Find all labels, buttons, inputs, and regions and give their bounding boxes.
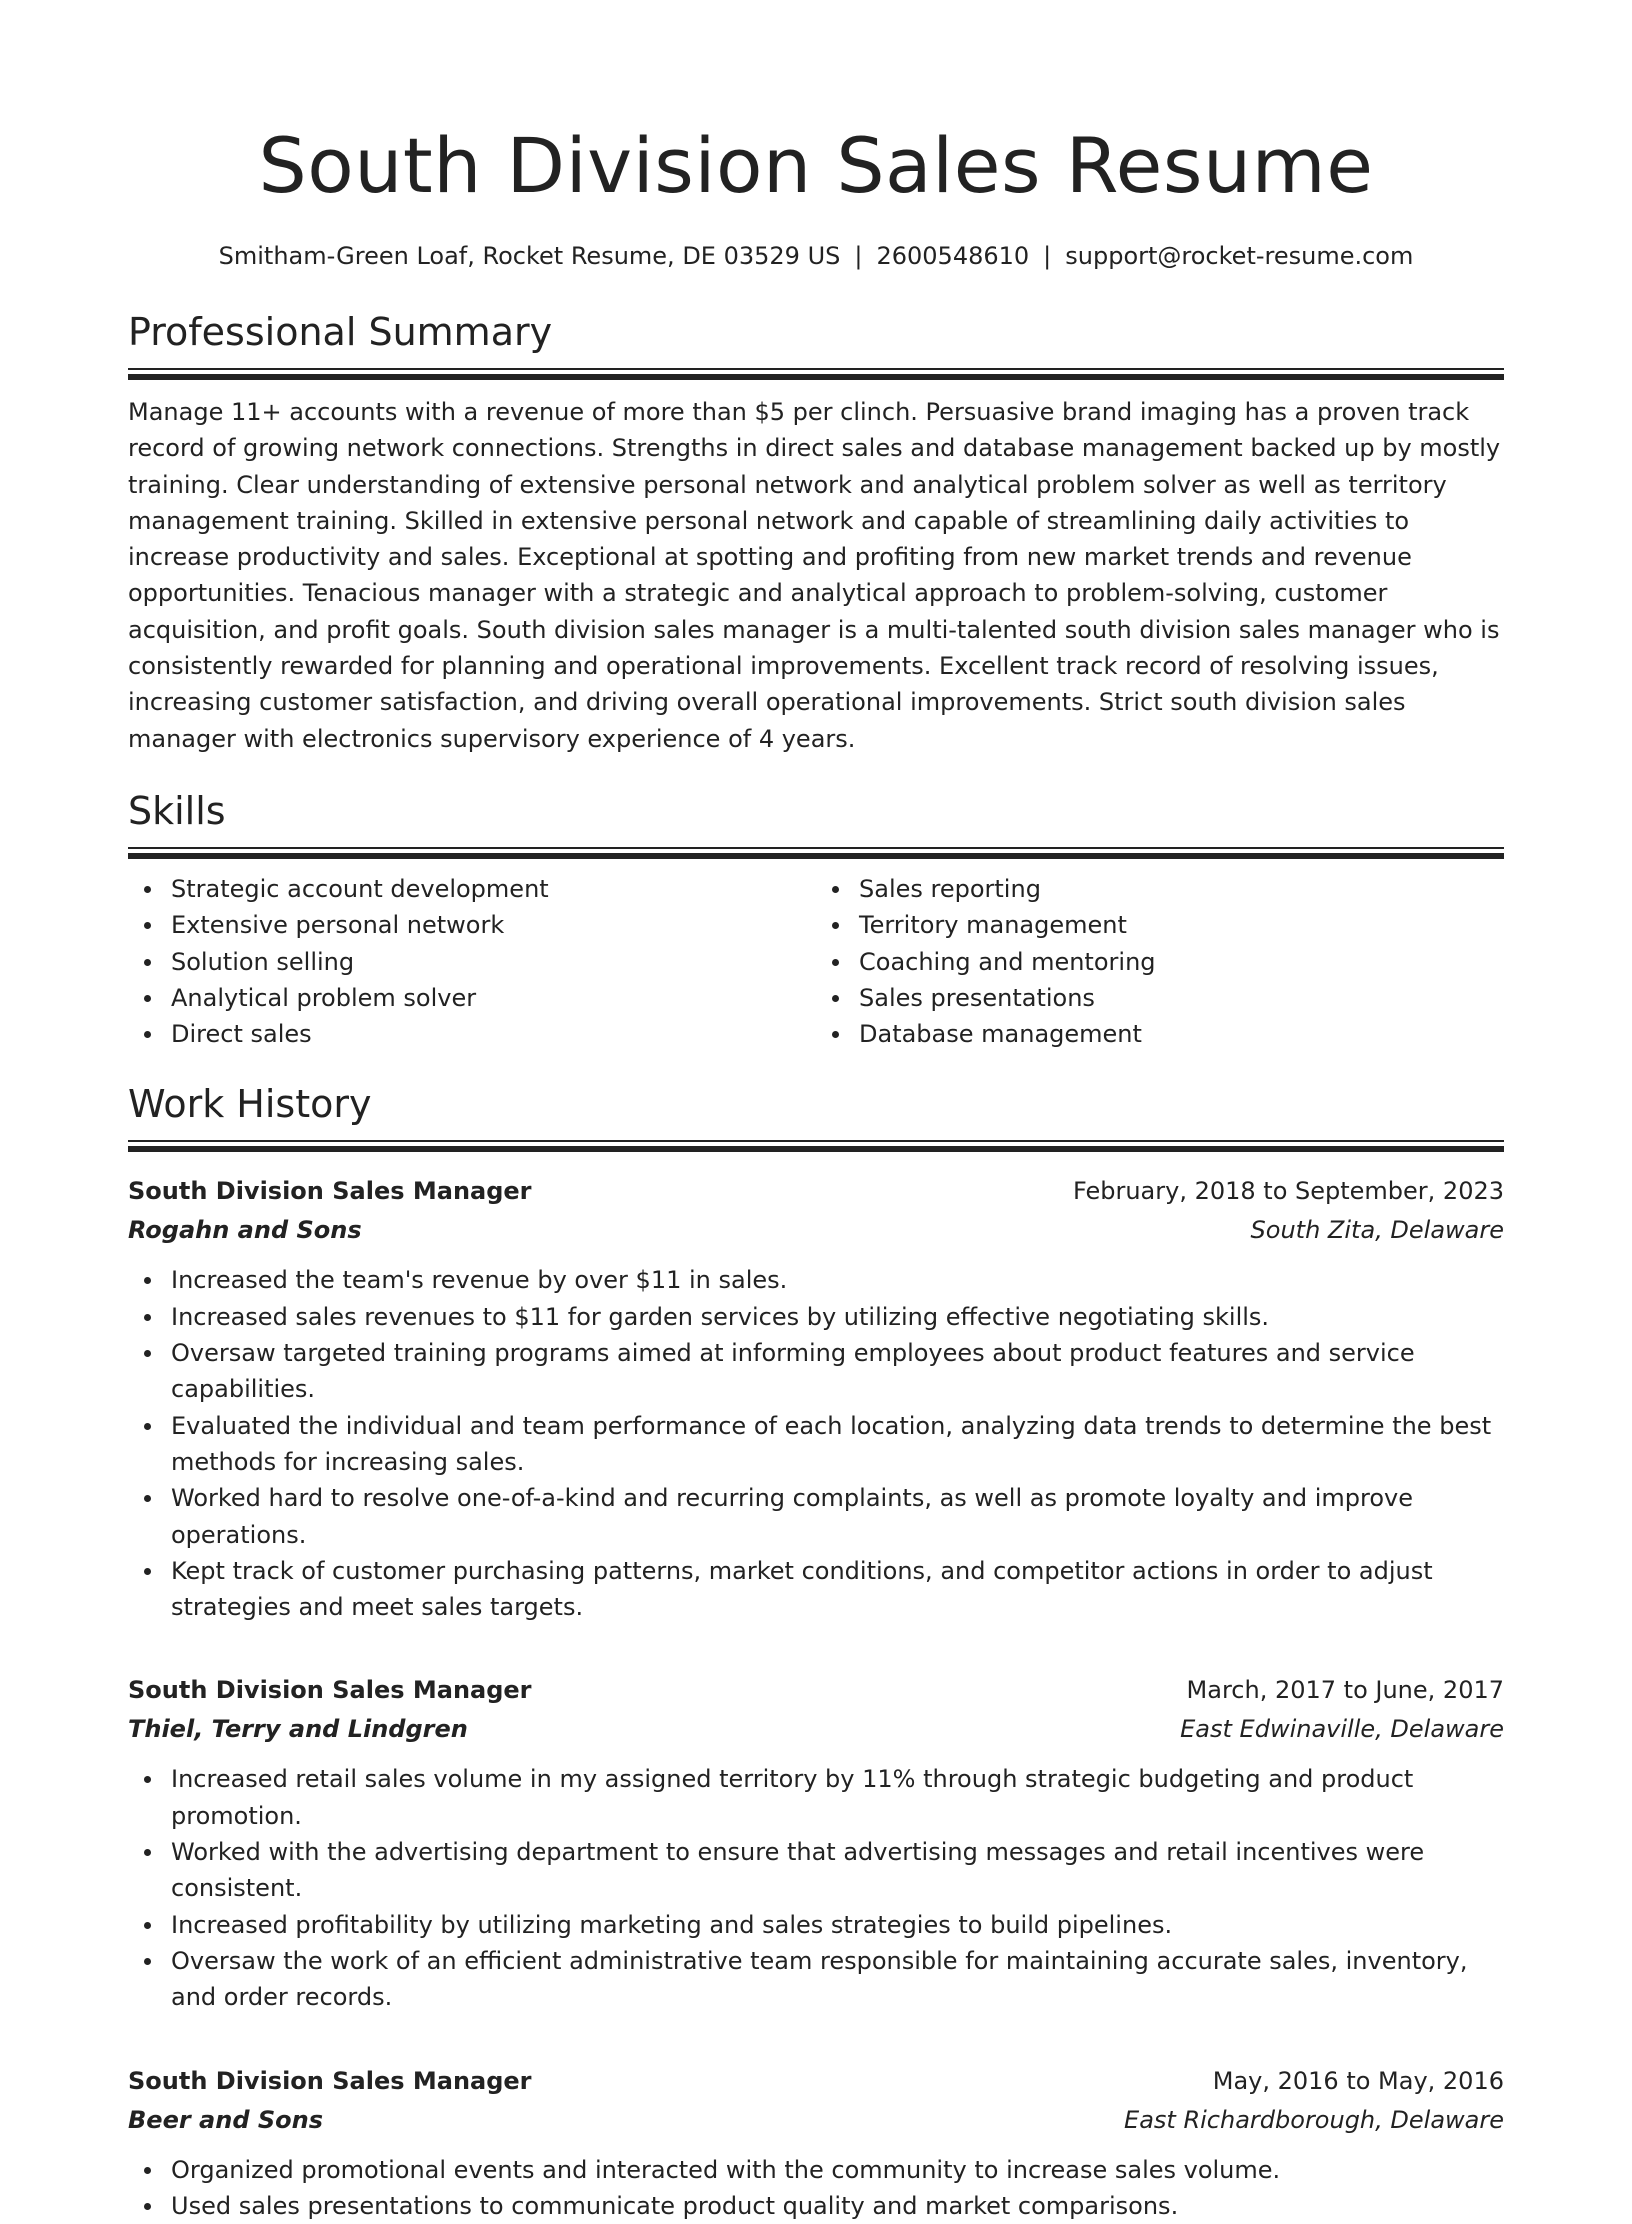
job-bullet-list [128, 2152, 1504, 2224]
skill-item: Sales reporting [859, 871, 1504, 907]
skill-item: Coaching and mentoring [859, 944, 1504, 980]
job-bullet: Increased profitability by utilizing marketing and sales strategies to build pipelines. [171, 1907, 1504, 1943]
job-bullet: Worked with the advertising department to ensure that advertising messages and retail incentives were consistent. [171, 1834, 1504, 1907]
job-title: South Division Sales Manager [128, 1671, 532, 1709]
job-location: East Edwinaville, Delaware [1180, 1709, 1504, 1749]
section-title-work: Work History [128, 1080, 1504, 1128]
job-location: South Zita, Delaware [1251, 1210, 1504, 1250]
skill-item: Territory management [859, 907, 1504, 943]
job-bullet: Kept track of customer purchasing patterns, market conditions, and competitor actions in order to adjust strategies and meet sales targets. [171, 1553, 1504, 1626]
skill-item: Direct sales [171, 1016, 816, 1052]
skill-item: Strategic account development [171, 871, 816, 907]
skill-item: Sales presentations [859, 980, 1504, 1016]
skill-item: Database management [859, 1016, 1504, 1052]
job-company: Thiel, Terry and Lindgren [128, 1709, 468, 1749]
job-bullet: Oversaw targeted training programs aimed at informing employees about product features and service capabilities. [171, 1335, 1504, 1408]
skills-section [128, 787, 1504, 1052]
job-bullet: Evaluated the individual and team performance of each location, analyzing data trends to determine the best methods for increasing sales. [171, 1408, 1504, 1481]
job-header [128, 1671, 1504, 1709]
job-bullet: Worked hard to resolve one-of-a-kind and recurring complaints, as well as promote loyalty and improve operations. [171, 1480, 1504, 1553]
summary-text: Manage 11+ accounts with a revenue of more than $5 per clinch. Persuasive brand imaging has a proven track record of growing network connections. Strengths in direct sales and database management backed up by mostly training. Clear understanding of extensive personal network and analytical problem solver as well as territory management training. Skilled in extensive personal network and capable of streamlining daily activities to increase productivity and sales. Exceptional at spotting and profiting from new market trends and revenue opportunities. Tenacious manager with a strategic and analytical approach to problem-solving, customer acquisition, and profit goals. South division sales manager is a multi-talented south division sales manager who is consistently rewarded for planning and operational improvements. Excellent track record of resolving issues, increasing customer satisfaction, and driving overall operational improvements. Strict south division sales manager with electronics supervisory experience of 4 years. [128, 394, 1504, 757]
section-title-summary: Professional Summary [128, 308, 1504, 356]
job-bullet: Used sales presentations to communicate product quality and market comparisons. [171, 2188, 1504, 2224]
skill-item: Extensive personal network [171, 907, 816, 943]
job-dates: March, 2017 to June, 2017 [1187, 1671, 1504, 1709]
section-divider [128, 847, 1504, 859]
job-subheader [128, 1709, 1504, 1749]
professional-summary-section [128, 308, 1504, 757]
contact-email: support@rocket-resume.com [1065, 242, 1413, 270]
section-title-skills: Skills [128, 787, 1504, 835]
job-bullet-list [128, 1761, 1504, 2015]
skill-item: Solution selling [171, 944, 816, 980]
job-entry [128, 1671, 1504, 2015]
job-title: South Division Sales Manager [128, 1172, 532, 1210]
job-location: East Richardborough, Delaware [1124, 2100, 1504, 2140]
job-title: South Division Sales Manager [128, 2062, 532, 2100]
job-subheader [128, 2100, 1504, 2140]
skills-grid [128, 871, 1504, 1052]
job-bullet-list [128, 1262, 1504, 1625]
contact-address: Smitham-Green Loaf, Rocket Resume, DE 03529 US [219, 242, 841, 270]
work-history-section [128, 1080, 1504, 2224]
contact-separator: | [840, 242, 876, 270]
job-bullet: Increased the team's revenue by over $11 in sales. [171, 1262, 1504, 1298]
job-bullet: Increased sales revenues to $11 for garden services by utilizing effective negotiating skills. [171, 1299, 1504, 1335]
skill-item: Analytical problem solver [171, 980, 816, 1016]
job-entry [128, 2062, 1504, 2224]
contact-line [128, 240, 1504, 272]
skills-list-right [816, 871, 1504, 1052]
section-divider [128, 368, 1504, 380]
job-company: Rogahn and Sons [128, 1210, 362, 1250]
job-dates: February, 2018 to September, 2023 [1073, 1172, 1504, 1210]
job-bullet: Increased retail sales volume in my assigned territory by 11% through strategic budgeting and product promotion. [171, 1761, 1504, 1834]
resume-title: South Division Sales Resume [128, 0, 1504, 214]
section-divider [128, 1140, 1504, 1152]
job-dates: May, 2016 to May, 2016 [1213, 2062, 1504, 2100]
job-header [128, 2062, 1504, 2100]
job-entry [128, 1172, 1504, 1625]
job-header [128, 1172, 1504, 1210]
job-company: Beer and Sons [128, 2100, 323, 2140]
contact-phone: 2600548610 [876, 242, 1029, 270]
contact-separator: | [1029, 242, 1065, 270]
skills-list-left [128, 871, 816, 1052]
job-bullet: Oversaw the work of an efficient administrative team responsible for maintaining accurate sales, inventory, and order records. [171, 1943, 1504, 2016]
job-subheader [128, 1210, 1504, 1250]
job-bullet: Organized promotional events and interacted with the community to increase sales volume. [171, 2152, 1504, 2188]
